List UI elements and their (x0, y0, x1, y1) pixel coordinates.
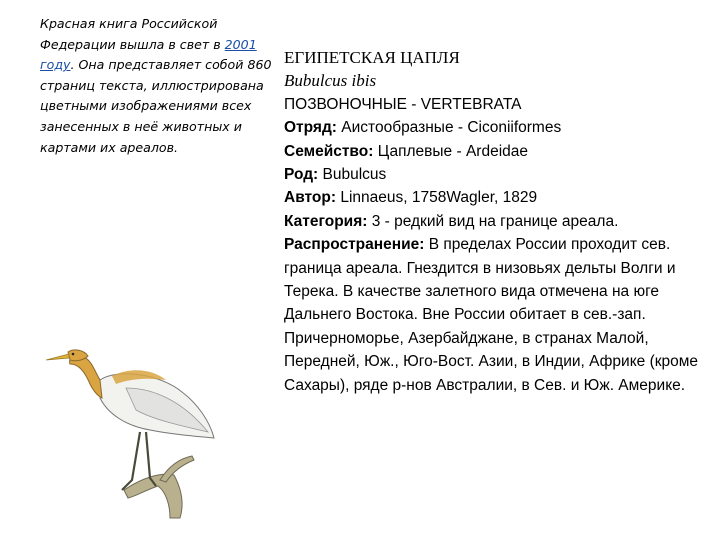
egret-leg-left (122, 432, 140, 490)
egret-illustration (42, 340, 232, 520)
branch-twig (160, 456, 194, 482)
egret-neck (70, 355, 102, 398)
order-label: Отряд: (284, 119, 337, 137)
order-line (284, 116, 714, 139)
year-link[interactable]: 2001 году (40, 36, 257, 73)
family-label: Семейство: (284, 142, 374, 160)
category-value: 3 - редкий вид на границе ареала. (367, 212, 619, 230)
phylum: ПОЗВОНОЧНЫЕ - VERTEBRATA (284, 95, 522, 113)
genus-label: Род: (284, 166, 319, 184)
intro-text-end: . Она представляет собой 860 страниц текста, иллюстрирована цветными изображениями всех занесенных в неё животных и картами их ареалов. (40, 57, 272, 155)
family-value: Цаплевые - Ardeidae (373, 142, 528, 160)
egret-eye (72, 353, 75, 356)
genus-line (284, 163, 714, 186)
order-value: Аистообразные - Ciconiiformes (336, 119, 562, 137)
family-line (284, 140, 714, 163)
species-name-ru: ЕГИПЕТСКАЯ ЦАПЛЯ (284, 48, 460, 67)
species-name-lat: Bubulcus ibis (284, 71, 377, 91)
distribution-value: В пределах России проходит сев. граница ареала. Гнездится в низовьях дельты Волги и Терека. В качестве залетного вида отмечена на юге Дальнего Востока. Вне России обитает в сев.-зап. Причерноморье, Азербайджане, в странах Малой, Передней, Юж., Юго-Вост. Азии, в Индии, Африке (кроме Сахары), ряде р-нов Австралии, в Сев. и Юж. Америке. (284, 236, 699, 394)
egret-beak (46, 354, 69, 360)
author-value: Linnaeus, 1758Wagler, 1829 (336, 189, 538, 207)
author-line (284, 186, 714, 209)
author-label: Автор: (284, 189, 337, 207)
category-label: Категория: (284, 212, 368, 230)
distribution-line (284, 233, 714, 397)
intro-text-start: Красная книга Российской Федерации вышла в свет в (40, 16, 225, 52)
intro-text (40, 14, 272, 158)
distribution-label: Распространение: (284, 236, 425, 254)
genus-value: Bubulcus (318, 166, 387, 184)
species-card (284, 46, 714, 397)
category-line (284, 210, 714, 233)
